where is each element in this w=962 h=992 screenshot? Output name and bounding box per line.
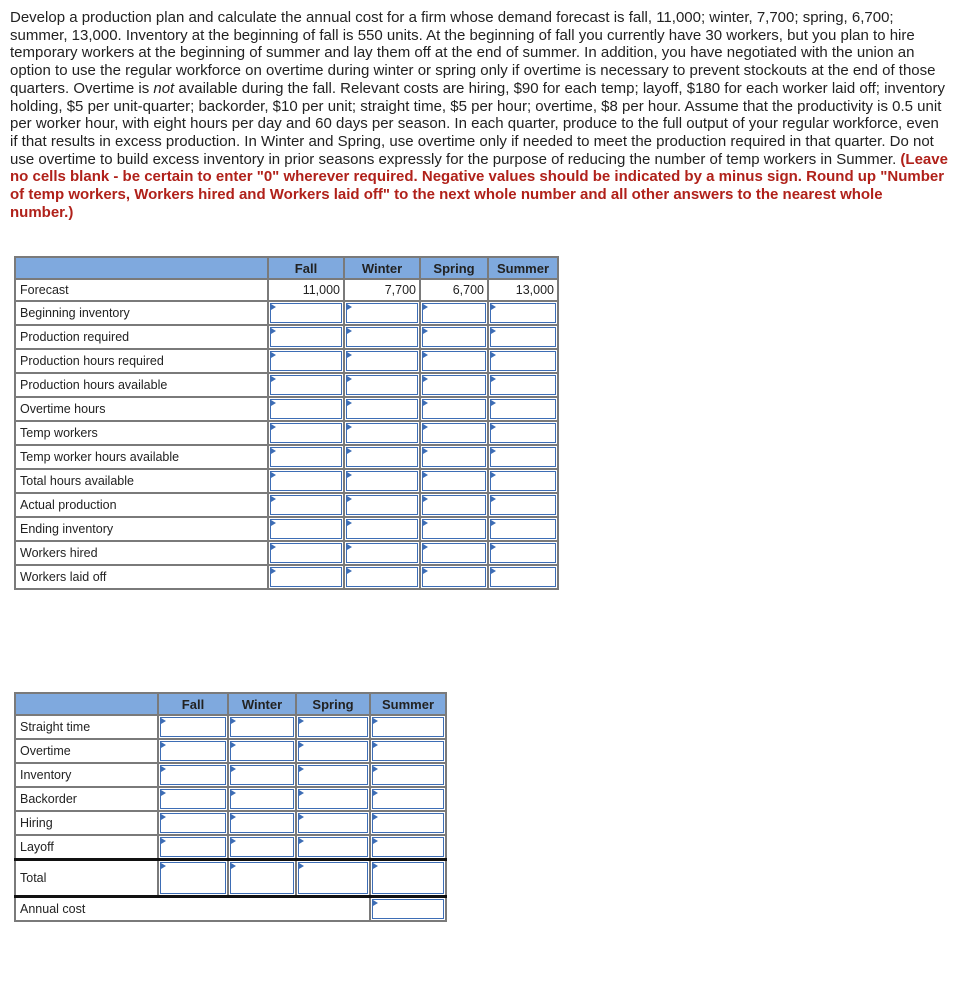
production-plan-table: [14, 256, 559, 590]
answer-input[interactable]: [270, 327, 342, 347]
answer-input[interactable]: [270, 543, 342, 563]
answer-input[interactable]: [372, 765, 444, 785]
header-row: [15, 693, 446, 715]
answer-input[interactable]: [298, 741, 368, 761]
row-label: Beginning inventory: [15, 301, 268, 325]
answer-input[interactable]: [422, 447, 486, 467]
answer-input[interactable]: [422, 519, 486, 539]
answer-input[interactable]: [422, 471, 486, 491]
answer-input[interactable]: [160, 862, 226, 894]
answer-input[interactable]: [422, 375, 486, 395]
row-label: Overtime: [15, 739, 158, 763]
answer-input[interactable]: [372, 899, 444, 919]
answer-input[interactable]: [298, 765, 368, 785]
answer-input[interactable]: [490, 567, 556, 587]
table-row: [15, 349, 558, 373]
answer-input[interactable]: [422, 423, 486, 443]
answer-input[interactable]: [422, 399, 486, 419]
answer-input[interactable]: [230, 741, 294, 761]
answer-input[interactable]: [346, 567, 418, 587]
col-summer: Summer: [488, 257, 558, 279]
table-row: [15, 787, 446, 811]
row-label: Production hours required: [15, 349, 268, 373]
answer-input[interactable]: [298, 862, 368, 894]
answer-input[interactable]: [160, 741, 226, 761]
row-label: Straight time: [15, 715, 158, 739]
answer-input[interactable]: [346, 423, 418, 443]
table-row: [15, 565, 558, 589]
answer-input[interactable]: [160, 789, 226, 809]
answer-input[interactable]: [160, 717, 226, 737]
table-row: [15, 397, 558, 421]
table-row: [15, 421, 558, 445]
answer-input[interactable]: [270, 423, 342, 443]
row-label: Hiring: [15, 811, 158, 835]
table-row: [15, 325, 558, 349]
answer-input[interactable]: [230, 717, 294, 737]
table-row: [15, 739, 446, 763]
answer-input[interactable]: [372, 862, 444, 894]
answer-input[interactable]: [270, 375, 342, 395]
answer-input[interactable]: [490, 303, 556, 323]
answer-input[interactable]: [490, 447, 556, 467]
answer-input[interactable]: [490, 375, 556, 395]
answer-input[interactable]: [270, 399, 342, 419]
table-row: [15, 445, 558, 469]
row-label: Total: [15, 860, 158, 897]
answer-input[interactable]: [298, 717, 368, 737]
answer-input[interactable]: [346, 375, 418, 395]
row-label: Production required: [15, 325, 268, 349]
answer-input[interactable]: [346, 351, 418, 371]
instructions: (Leave no cells blank - be certain to enter "0" wherever required. Negative values should be indicated by a minus sign. Round up "Number of temp workers, Workers hired and Workers laid off" to the next whole number and all other answers to the nearest whole number.): [10, 150, 948, 221]
answer-input[interactable]: [346, 495, 418, 515]
table-row: [15, 715, 446, 739]
answer-input[interactable]: [346, 543, 418, 563]
answer-input[interactable]: [372, 813, 444, 833]
row-label: Temp workers: [15, 421, 268, 445]
answer-input[interactable]: [346, 399, 418, 419]
answer-input[interactable]: [490, 399, 556, 419]
table-row: [15, 493, 558, 517]
answer-input[interactable]: [298, 813, 368, 833]
answer-input[interactable]: [372, 837, 444, 857]
row-label: Production hours available: [15, 373, 268, 397]
answer-input[interactable]: [230, 789, 294, 809]
forecast-value: 6,700: [420, 279, 488, 301]
answer-input[interactable]: [230, 862, 294, 894]
answer-input[interactable]: [298, 789, 368, 809]
table-row: [15, 301, 558, 325]
answer-input[interactable]: [270, 495, 342, 515]
answer-input[interactable]: [422, 495, 486, 515]
row-label: Actual production: [15, 493, 268, 517]
answer-input[interactable]: [230, 837, 294, 857]
row-label: Annual cost: [15, 897, 370, 922]
answer-input[interactable]: [490, 351, 556, 371]
row-label: Overtime hours: [15, 397, 268, 421]
answer-input[interactable]: [346, 471, 418, 491]
row-label: Workers laid off: [15, 565, 268, 589]
answer-input[interactable]: [422, 567, 486, 587]
cost-table: [14, 692, 447, 922]
answer-input[interactable]: [490, 543, 556, 563]
col-fall: Fall: [268, 257, 344, 279]
table-row: [15, 373, 558, 397]
answer-input[interactable]: [372, 789, 444, 809]
col-spring: Spring: [296, 693, 370, 715]
col-summer: Summer: [370, 693, 446, 715]
col-spring: Spring: [420, 257, 488, 279]
row-label: Backorder: [15, 787, 158, 811]
row-label: Temp worker hours available: [15, 445, 268, 469]
col-winter: Winter: [344, 257, 420, 279]
answer-input[interactable]: [160, 813, 226, 833]
answer-input[interactable]: [422, 303, 486, 323]
answer-input[interactable]: [270, 447, 342, 467]
table-row: [15, 763, 446, 787]
answer-input[interactable]: [422, 327, 486, 347]
question-body-cont: available during the fall. Relevant costs are hiring, $90 for each temp; layoff, $180 for each worker laid off; inventory holding, $5 per unit-quarter; backorder, $10 per unit; straight time, $5 per hour; overtime, $8 per hour. Assume that the productivity is 0.5 unit per worker hour, with eight hours per day and 60 days per season. In each quarter, produce to the full output of your regular workforce, even if that results in excess production. In Winter and Spring, use overtime only if needed to meet the production required in that quarter. Do not use overtime to build excess inventory in prior seasons expressly for the purpose of reducing the number of temp workers in Summer.: [10, 79, 945, 168]
question-text: [10, 9, 950, 221]
row-label: Workers hired: [15, 541, 268, 565]
table-row: [15, 835, 446, 860]
answer-input[interactable]: [490, 495, 556, 515]
answer-input[interactable]: [298, 837, 368, 857]
answer-input[interactable]: [372, 717, 444, 737]
table-row: [15, 811, 446, 835]
row-label: Inventory: [15, 763, 158, 787]
answer-input[interactable]: [346, 303, 418, 323]
table-row: [15, 541, 558, 565]
answer-input[interactable]: [270, 303, 342, 323]
row-label: Total hours available: [15, 469, 268, 493]
answer-input[interactable]: [490, 327, 556, 347]
answer-input[interactable]: [346, 519, 418, 539]
question-body: Develop a production plan and calculate the annual cost for a firm whose demand forecast is fall, 11,000; winter, 7,700; spring, 6,700; summer, 13,000. Inventory at the beginning of fall is 550 units. At the beginning of fall you currently have 30 workers, but you plan to hire temporary workers at the beginning of summer and lay them off at the end of summer. In addition, you have negotiated with the union an option to use the regular workforce on overtime during winter or spring only if overtime is necessary to prevent stockouts at the end of those quarters. Overtime is: [10, 9, 936, 97]
forecast-value: 13,000: [488, 279, 558, 301]
annual-cost-row: [15, 897, 446, 922]
answer-input[interactable]: [490, 423, 556, 443]
answer-input[interactable]: [346, 327, 418, 347]
col-fall: Fall: [158, 693, 228, 715]
answer-input[interactable]: [230, 813, 294, 833]
col-winter: Winter: [228, 693, 296, 715]
total-row: [15, 860, 446, 897]
answer-input[interactable]: [346, 447, 418, 467]
answer-input[interactable]: [422, 543, 486, 563]
answer-input[interactable]: [160, 765, 226, 785]
forecast-row: [15, 279, 558, 301]
answer-input[interactable]: [270, 351, 342, 371]
answer-input[interactable]: [372, 741, 444, 761]
answer-input[interactable]: [230, 765, 294, 785]
answer-input[interactable]: [490, 519, 556, 539]
forecast-value: 7,700: [344, 279, 420, 301]
row-label: Layoff: [15, 835, 158, 860]
table-row: [15, 469, 558, 493]
forecast-value: 11,000: [268, 279, 344, 301]
answer-input[interactable]: [160, 837, 226, 857]
answer-input[interactable]: [422, 351, 486, 371]
answer-input[interactable]: [270, 471, 342, 491]
header-row: [15, 257, 558, 279]
answer-input[interactable]: [270, 567, 342, 587]
answer-input[interactable]: [490, 471, 556, 491]
table-row: [15, 517, 558, 541]
row-label: Forecast: [15, 279, 268, 301]
question-emphasis: not: [153, 79, 175, 97]
answer-input[interactable]: [270, 519, 342, 539]
row-label: Ending inventory: [15, 517, 268, 541]
